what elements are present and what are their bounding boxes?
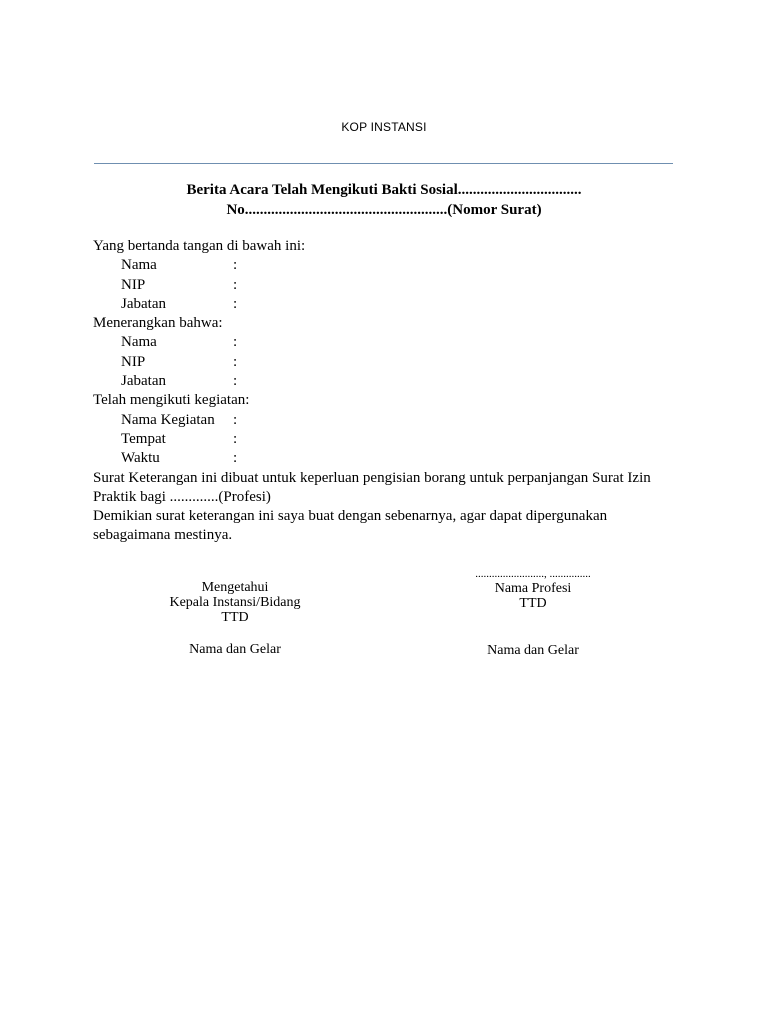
field-separator: : — [233, 334, 238, 351]
document-title — [0, 180, 768, 220]
signature-block-left — [120, 580, 350, 657]
field-label: NIP — [121, 353, 146, 370]
field-separator: : — [233, 430, 238, 447]
section3-intro: Telah mengikuti kegiatan: — [93, 392, 250, 409]
field-separator: : — [233, 295, 238, 312]
field-label: Jabatan — [121, 295, 166, 312]
signer-name: Nama dan Gelar — [487, 643, 579, 658]
signer-name: Nama dan Gelar — [189, 642, 281, 657]
field-row — [93, 276, 683, 295]
field-row — [93, 333, 683, 352]
field-separator: : — [233, 450, 238, 467]
field-label: Waktu — [121, 450, 160, 467]
closing-paragraph: Demikian surat keterangan ini saya buat dengan sebenarnya, agar dapat dipergunakan sebagaimana mestinya. — [93, 508, 608, 544]
purpose-paragraph: Surat Keterangan ini dibuat untuk keperluan pengisian borang untuk perpanjangan Surat Izin Praktik bagi .............(Profesi) — [93, 469, 651, 505]
document-body — [93, 237, 683, 546]
field-separator: : — [233, 276, 238, 293]
title-line-1: Berita Acara Telah Mengikuti Bakti Sosial................................. — [186, 182, 582, 198]
place-date: ........................., ............... — [475, 568, 591, 580]
field-row — [93, 372, 683, 391]
section1-intro: Yang bertanda tangan di bawah ini: — [93, 238, 306, 254]
signature-block-right — [418, 568, 648, 658]
header-divider — [94, 163, 673, 164]
field-label: Nama — [121, 334, 157, 351]
field-separator: : — [233, 373, 238, 390]
field-label: Tempat — [121, 430, 166, 447]
profession-label: Nama Profesi — [494, 581, 572, 596]
signature-placeholder: TTD — [519, 596, 547, 611]
field-separator: : — [233, 257, 238, 274]
section2-intro: Menerangkan bahwa: — [93, 315, 223, 332]
acknowledge-label: Mengetahui — [201, 580, 269, 595]
field-row — [93, 411, 683, 430]
field-separator: : — [233, 411, 238, 428]
field-label: NIP — [121, 276, 146, 293]
field-label: Jabatan — [121, 373, 166, 390]
title-line-2: No......................................................(Nomor Surat) — [226, 202, 542, 218]
field-label: Nama — [121, 257, 157, 274]
field-row — [93, 256, 683, 275]
letterhead: KOP INSTANSI — [341, 120, 427, 134]
field-row — [93, 295, 683, 314]
signature-placeholder: TTD — [221, 610, 249, 625]
field-label: Nama Kegiatan — [121, 411, 215, 428]
signer-position: Kepala Instansi/Bidang — [169, 595, 301, 610]
field-separator: : — [233, 353, 238, 370]
field-row — [93, 353, 683, 372]
field-row — [93, 430, 683, 449]
field-row — [93, 449, 683, 468]
